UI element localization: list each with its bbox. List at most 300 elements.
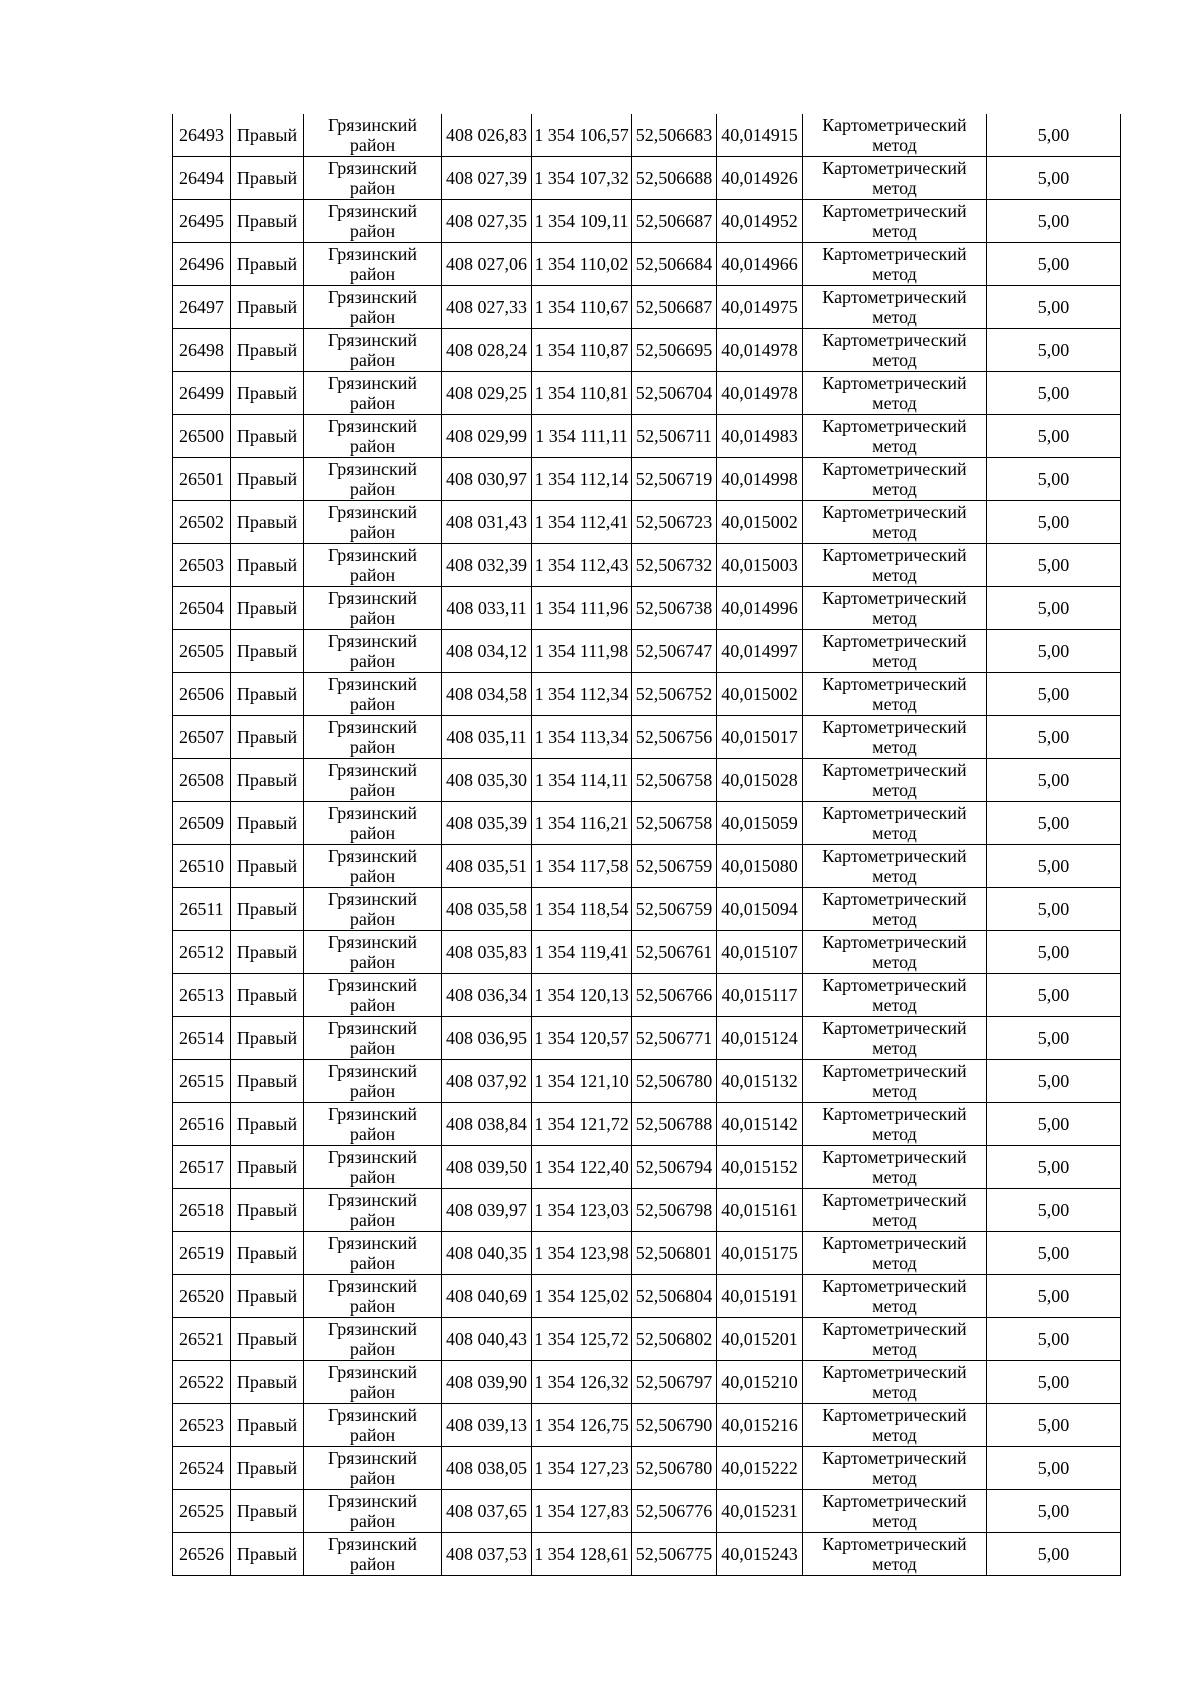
accuracy-cell: 5,00 — [987, 1361, 1121, 1404]
latitude-cell: 52,506756 — [632, 716, 717, 759]
district-cell: Грязинский район — [304, 329, 442, 372]
coord-x-cell: 408 039,13 — [442, 1404, 532, 1447]
coord-y-cell: 1 354 119,41 — [532, 931, 632, 974]
longitude-cell: 40,014975 — [717, 286, 803, 329]
district-cell: Грязинский район — [304, 544, 442, 587]
coord-y-cell: 1 354 113,34 — [532, 716, 632, 759]
latitude-cell: 52,506790 — [632, 1404, 717, 1447]
table-row — [173, 286, 1121, 329]
accuracy-cell: 5,00 — [987, 286, 1121, 329]
point-number-cell: 26508 — [173, 759, 231, 802]
latitude-cell: 52,506738 — [632, 587, 717, 630]
coord-x-cell: 408 032,39 — [442, 544, 532, 587]
latitude-cell: 52,506798 — [632, 1189, 717, 1232]
method-cell: Картометрический метод — [803, 1533, 987, 1576]
coord-y-cell: 1 354 111,11 — [532, 415, 632, 458]
method-cell: Картометрический метод — [803, 630, 987, 673]
coord-y-cell: 1 354 106,57 — [532, 114, 632, 157]
table-body — [173, 114, 1121, 1576]
method-cell: Картометрический метод — [803, 544, 987, 587]
bank-side-cell: Правый — [231, 544, 304, 587]
method-cell: Картометрический метод — [803, 114, 987, 157]
accuracy-cell: 5,00 — [987, 157, 1121, 200]
latitude-cell: 52,506771 — [632, 1017, 717, 1060]
coord-x-cell: 408 040,43 — [442, 1318, 532, 1361]
longitude-cell: 40,014915 — [717, 114, 803, 157]
coord-y-cell: 1 354 107,32 — [532, 157, 632, 200]
point-number-cell: 26523 — [173, 1404, 231, 1447]
accuracy-cell: 5,00 — [987, 1060, 1121, 1103]
bank-side-cell: Правый — [231, 716, 304, 759]
longitude-cell: 40,014952 — [717, 200, 803, 243]
point-number-cell: 26525 — [173, 1490, 231, 1533]
longitude-cell: 40,014997 — [717, 630, 803, 673]
table-row — [173, 1017, 1121, 1060]
point-number-cell: 26502 — [173, 501, 231, 544]
accuracy-cell: 5,00 — [987, 716, 1121, 759]
district-cell: Грязинский район — [304, 974, 442, 1017]
accuracy-cell: 5,00 — [987, 1232, 1121, 1275]
coord-x-cell: 408 039,90 — [442, 1361, 532, 1404]
accuracy-cell: 5,00 — [987, 1189, 1121, 1232]
bank-side-cell: Правый — [231, 673, 304, 716]
method-cell: Картометрический метод — [803, 1146, 987, 1189]
point-number-cell: 26505 — [173, 630, 231, 673]
coord-x-cell: 408 035,39 — [442, 802, 532, 845]
method-cell: Картометрический метод — [803, 888, 987, 931]
accuracy-cell: 5,00 — [987, 458, 1121, 501]
coord-x-cell: 408 034,58 — [442, 673, 532, 716]
table-row — [173, 114, 1121, 157]
latitude-cell: 52,506776 — [632, 1490, 717, 1533]
coord-y-cell: 1 354 128,61 — [532, 1533, 632, 1576]
method-cell: Картометрический метод — [803, 1232, 987, 1275]
table-row — [173, 200, 1121, 243]
longitude-cell: 40,015002 — [717, 501, 803, 544]
longitude-cell: 40,015017 — [717, 716, 803, 759]
latitude-cell: 52,506804 — [632, 1275, 717, 1318]
latitude-cell: 52,506711 — [632, 415, 717, 458]
district-cell: Грязинский район — [304, 845, 442, 888]
longitude-cell: 40,015161 — [717, 1189, 803, 1232]
latitude-cell: 52,506801 — [632, 1232, 717, 1275]
bank-side-cell: Правый — [231, 1146, 304, 1189]
bank-side-cell: Правый — [231, 1275, 304, 1318]
accuracy-cell: 5,00 — [987, 845, 1121, 888]
point-number-cell: 26526 — [173, 1533, 231, 1576]
point-number-cell: 26507 — [173, 716, 231, 759]
longitude-cell: 40,015003 — [717, 544, 803, 587]
coord-y-cell: 1 354 110,02 — [532, 243, 632, 286]
district-cell: Грязинский район — [304, 286, 442, 329]
point-number-cell: 26493 — [173, 114, 231, 157]
latitude-cell: 52,506758 — [632, 759, 717, 802]
bank-side-cell: Правый — [231, 974, 304, 1017]
method-cell: Картометрический метод — [803, 243, 987, 286]
bank-side-cell: Правый — [231, 1017, 304, 1060]
method-cell: Картометрический метод — [803, 415, 987, 458]
accuracy-cell: 5,00 — [987, 1533, 1121, 1576]
district-cell: Грязинский район — [304, 716, 442, 759]
method-cell: Картометрический метод — [803, 931, 987, 974]
longitude-cell: 40,015243 — [717, 1533, 803, 1576]
table-row — [173, 1232, 1121, 1275]
table-row — [173, 630, 1121, 673]
table-row — [173, 1533, 1121, 1576]
longitude-cell: 40,014966 — [717, 243, 803, 286]
method-cell: Картометрический метод — [803, 1361, 987, 1404]
bank-side-cell: Правый — [231, 1404, 304, 1447]
point-number-cell: 26500 — [173, 415, 231, 458]
latitude-cell: 52,506780 — [632, 1447, 717, 1490]
longitude-cell: 40,014998 — [717, 458, 803, 501]
point-number-cell: 26514 — [173, 1017, 231, 1060]
table-row — [173, 1189, 1121, 1232]
accuracy-cell: 5,00 — [987, 587, 1121, 630]
accuracy-cell: 5,00 — [987, 630, 1121, 673]
coord-x-cell: 408 038,84 — [442, 1103, 532, 1146]
point-number-cell: 26498 — [173, 329, 231, 372]
point-number-cell: 26506 — [173, 673, 231, 716]
point-number-cell: 26501 — [173, 458, 231, 501]
bank-side-cell: Правый — [231, 157, 304, 200]
coord-x-cell: 408 031,43 — [442, 501, 532, 544]
accuracy-cell: 5,00 — [987, 1490, 1121, 1533]
longitude-cell: 40,015222 — [717, 1447, 803, 1490]
method-cell: Картометрический метод — [803, 286, 987, 329]
coord-x-cell: 408 040,69 — [442, 1275, 532, 1318]
table-row — [173, 1146, 1121, 1189]
latitude-cell: 52,506758 — [632, 802, 717, 845]
point-number-cell: 26513 — [173, 974, 231, 1017]
latitude-cell: 52,506794 — [632, 1146, 717, 1189]
coord-y-cell: 1 354 112,14 — [532, 458, 632, 501]
longitude-cell: 40,015107 — [717, 931, 803, 974]
point-number-cell: 26494 — [173, 157, 231, 200]
district-cell: Грязинский район — [304, 1275, 442, 1318]
bank-side-cell: Правый — [231, 501, 304, 544]
coord-y-cell: 1 354 126,32 — [532, 1361, 632, 1404]
coord-x-cell: 408 039,97 — [442, 1189, 532, 1232]
coord-y-cell: 1 354 121,72 — [532, 1103, 632, 1146]
coord-x-cell: 408 026,83 — [442, 114, 532, 157]
bank-side-cell: Правый — [231, 630, 304, 673]
longitude-cell: 40,015002 — [717, 673, 803, 716]
latitude-cell: 52,506723 — [632, 501, 717, 544]
coord-x-cell: 408 027,35 — [442, 200, 532, 243]
district-cell: Грязинский район — [304, 1189, 442, 1232]
point-number-cell: 26517 — [173, 1146, 231, 1189]
accuracy-cell: 5,00 — [987, 501, 1121, 544]
table-row — [173, 544, 1121, 587]
latitude-cell: 52,506695 — [632, 329, 717, 372]
district-cell: Грязинский район — [304, 1017, 442, 1060]
longitude-cell: 40,015201 — [717, 1318, 803, 1361]
district-cell: Грязинский район — [304, 415, 442, 458]
table-row — [173, 1103, 1121, 1146]
accuracy-cell: 5,00 — [987, 114, 1121, 157]
latitude-cell: 52,506719 — [632, 458, 717, 501]
longitude-cell: 40,015175 — [717, 1232, 803, 1275]
table-row — [173, 329, 1121, 372]
coord-x-cell: 408 035,51 — [442, 845, 532, 888]
table-row — [173, 415, 1121, 458]
coord-x-cell: 408 027,39 — [442, 157, 532, 200]
longitude-cell: 40,014978 — [717, 372, 803, 415]
method-cell: Картометрический метод — [803, 372, 987, 415]
district-cell: Грязинский район — [304, 802, 442, 845]
coord-x-cell: 408 035,11 — [442, 716, 532, 759]
accuracy-cell: 5,00 — [987, 1146, 1121, 1189]
coord-x-cell: 408 036,95 — [442, 1017, 532, 1060]
accuracy-cell: 5,00 — [987, 673, 1121, 716]
table-row — [173, 1275, 1121, 1318]
point-number-cell: 26522 — [173, 1361, 231, 1404]
longitude-cell: 40,015028 — [717, 759, 803, 802]
accuracy-cell: 5,00 — [987, 1103, 1121, 1146]
point-number-cell: 26496 — [173, 243, 231, 286]
coord-y-cell: 1 354 121,10 — [532, 1060, 632, 1103]
district-cell: Грязинский район — [304, 501, 442, 544]
bank-side-cell: Правый — [231, 802, 304, 845]
coord-y-cell: 1 354 114,11 — [532, 759, 632, 802]
method-cell: Картометрический метод — [803, 974, 987, 1017]
longitude-cell: 40,015152 — [717, 1146, 803, 1189]
longitude-cell: 40,015191 — [717, 1275, 803, 1318]
bank-side-cell: Правый — [231, 931, 304, 974]
table-row — [173, 845, 1121, 888]
coord-x-cell: 408 037,65 — [442, 1490, 532, 1533]
point-number-cell: 26518 — [173, 1189, 231, 1232]
point-number-cell: 26524 — [173, 1447, 231, 1490]
longitude-cell: 40,015080 — [717, 845, 803, 888]
coord-y-cell: 1 354 112,43 — [532, 544, 632, 587]
district-cell: Грязинский район — [304, 243, 442, 286]
method-cell: Картометрический метод — [803, 1447, 987, 1490]
longitude-cell: 40,015124 — [717, 1017, 803, 1060]
district-cell: Грязинский район — [304, 372, 442, 415]
method-cell: Картометрический метод — [803, 587, 987, 630]
coord-x-cell: 408 039,50 — [442, 1146, 532, 1189]
coord-y-cell: 1 354 117,58 — [532, 845, 632, 888]
district-cell: Грязинский район — [304, 1533, 442, 1576]
latitude-cell: 52,506759 — [632, 888, 717, 931]
method-cell: Картометрический метод — [803, 501, 987, 544]
district-cell: Грязинский район — [304, 1318, 442, 1361]
bank-side-cell: Правый — [231, 1060, 304, 1103]
table-row — [173, 759, 1121, 802]
point-number-cell: 26495 — [173, 200, 231, 243]
accuracy-cell: 5,00 — [987, 888, 1121, 931]
longitude-cell: 40,015142 — [717, 1103, 803, 1146]
district-cell: Грязинский район — [304, 673, 442, 716]
district-cell: Грязинский район — [304, 1232, 442, 1275]
bank-side-cell: Правый — [231, 587, 304, 630]
coord-x-cell: 408 027,33 — [442, 286, 532, 329]
latitude-cell: 52,506732 — [632, 544, 717, 587]
coord-y-cell: 1 354 110,67 — [532, 286, 632, 329]
bank-side-cell: Правый — [231, 1189, 304, 1232]
district-cell: Грязинский район — [304, 1404, 442, 1447]
latitude-cell: 52,506797 — [632, 1361, 717, 1404]
coord-y-cell: 1 354 112,41 — [532, 501, 632, 544]
accuracy-cell: 5,00 — [987, 1318, 1121, 1361]
point-number-cell: 26504 — [173, 587, 231, 630]
latitude-cell: 52,506687 — [632, 200, 717, 243]
bank-side-cell: Правый — [231, 329, 304, 372]
method-cell: Картометрический метод — [803, 329, 987, 372]
bank-side-cell: Правый — [231, 759, 304, 802]
coord-y-cell: 1 354 126,75 — [532, 1404, 632, 1447]
coord-x-cell: 408 037,92 — [442, 1060, 532, 1103]
method-cell: Картометрический метод — [803, 1103, 987, 1146]
table-row — [173, 587, 1121, 630]
coord-y-cell: 1 354 127,23 — [532, 1447, 632, 1490]
accuracy-cell: 5,00 — [987, 759, 1121, 802]
bank-side-cell: Правый — [231, 845, 304, 888]
longitude-cell: 40,015094 — [717, 888, 803, 931]
bank-side-cell: Правый — [231, 1533, 304, 1576]
bank-side-cell: Правый — [231, 1447, 304, 1490]
district-cell: Грязинский район — [304, 1060, 442, 1103]
table-row — [173, 1490, 1121, 1533]
bank-side-cell: Правый — [231, 1490, 304, 1533]
district-cell: Грязинский район — [304, 1447, 442, 1490]
latitude-cell: 52,506752 — [632, 673, 717, 716]
bank-side-cell: Правый — [231, 1361, 304, 1404]
bank-side-cell: Правый — [231, 200, 304, 243]
accuracy-cell: 5,00 — [987, 1447, 1121, 1490]
district-cell: Грязинский район — [304, 888, 442, 931]
accuracy-cell: 5,00 — [987, 1275, 1121, 1318]
district-cell: Грязинский район — [304, 931, 442, 974]
coord-y-cell: 1 354 120,13 — [532, 974, 632, 1017]
latitude-cell: 52,506780 — [632, 1060, 717, 1103]
table-row — [173, 931, 1121, 974]
coord-y-cell: 1 354 111,96 — [532, 587, 632, 630]
point-number-cell: 26515 — [173, 1060, 231, 1103]
bank-side-cell: Правый — [231, 458, 304, 501]
method-cell: Картометрический метод — [803, 157, 987, 200]
method-cell: Картометрический метод — [803, 759, 987, 802]
coordinates-table — [172, 114, 1121, 1576]
table-row — [173, 243, 1121, 286]
point-number-cell: 26503 — [173, 544, 231, 587]
coord-y-cell: 1 354 123,98 — [532, 1232, 632, 1275]
accuracy-cell: 5,00 — [987, 329, 1121, 372]
bank-side-cell: Правый — [231, 415, 304, 458]
point-number-cell: 26511 — [173, 888, 231, 931]
coord-y-cell: 1 354 110,81 — [532, 372, 632, 415]
latitude-cell: 52,506759 — [632, 845, 717, 888]
bank-side-cell: Правый — [231, 243, 304, 286]
coord-x-cell: 408 035,83 — [442, 931, 532, 974]
coord-y-cell: 1 354 125,02 — [532, 1275, 632, 1318]
district-cell: Грязинский район — [304, 1146, 442, 1189]
longitude-cell: 40,015132 — [717, 1060, 803, 1103]
coord-y-cell: 1 354 118,54 — [532, 888, 632, 931]
coord-y-cell: 1 354 125,72 — [532, 1318, 632, 1361]
method-cell: Картометрический метод — [803, 1404, 987, 1447]
accuracy-cell: 5,00 — [987, 931, 1121, 974]
coord-y-cell: 1 354 116,21 — [532, 802, 632, 845]
coord-y-cell: 1 354 122,40 — [532, 1146, 632, 1189]
longitude-cell: 40,015216 — [717, 1404, 803, 1447]
bank-side-cell: Правый — [231, 372, 304, 415]
latitude-cell: 52,506788 — [632, 1103, 717, 1146]
method-cell: Картометрический метод — [803, 1490, 987, 1533]
table-row — [173, 888, 1121, 931]
accuracy-cell: 5,00 — [987, 200, 1121, 243]
table-row — [173, 1060, 1121, 1103]
longitude-cell: 40,014926 — [717, 157, 803, 200]
point-number-cell: 26521 — [173, 1318, 231, 1361]
table-row — [173, 673, 1121, 716]
accuracy-cell: 5,00 — [987, 802, 1121, 845]
table-row — [173, 1361, 1121, 1404]
bank-side-cell: Правый — [231, 1232, 304, 1275]
coord-x-cell: 408 035,30 — [442, 759, 532, 802]
accuracy-cell: 5,00 — [987, 544, 1121, 587]
point-number-cell: 26499 — [173, 372, 231, 415]
longitude-cell: 40,015231 — [717, 1490, 803, 1533]
method-cell: Картометрический метод — [803, 1017, 987, 1060]
district-cell: Грязинский район — [304, 157, 442, 200]
coord-y-cell: 1 354 120,57 — [532, 1017, 632, 1060]
latitude-cell: 52,506802 — [632, 1318, 717, 1361]
table-row — [173, 372, 1121, 415]
point-number-cell: 26519 — [173, 1232, 231, 1275]
method-cell: Картометрический метод — [803, 716, 987, 759]
table-row — [173, 157, 1121, 200]
district-cell: Грязинский район — [304, 114, 442, 157]
longitude-cell: 40,015059 — [717, 802, 803, 845]
district-cell: Грязинский район — [304, 759, 442, 802]
coord-x-cell: 408 029,25 — [442, 372, 532, 415]
coord-x-cell: 408 027,06 — [442, 243, 532, 286]
table-row — [173, 1318, 1121, 1361]
coord-x-cell: 408 033,11 — [442, 587, 532, 630]
method-cell: Картометрический метод — [803, 673, 987, 716]
district-cell: Грязинский район — [304, 630, 442, 673]
coord-x-cell: 408 038,05 — [442, 1447, 532, 1490]
method-cell: Картометрический метод — [803, 1189, 987, 1232]
coord-y-cell: 1 354 123,03 — [532, 1189, 632, 1232]
accuracy-cell: 5,00 — [987, 243, 1121, 286]
coord-y-cell: 1 354 112,34 — [532, 673, 632, 716]
method-cell: Картометрический метод — [803, 1060, 987, 1103]
bank-side-cell: Правый — [231, 114, 304, 157]
method-cell: Картометрический метод — [803, 1318, 987, 1361]
accuracy-cell: 5,00 — [987, 372, 1121, 415]
bank-side-cell: Правый — [231, 286, 304, 329]
point-number-cell: 26510 — [173, 845, 231, 888]
coord-y-cell: 1 354 127,83 — [532, 1490, 632, 1533]
latitude-cell: 52,506766 — [632, 974, 717, 1017]
bank-side-cell: Правый — [231, 888, 304, 931]
method-cell: Картометрический метод — [803, 845, 987, 888]
bank-side-cell: Правый — [231, 1103, 304, 1146]
coord-x-cell: 408 035,58 — [442, 888, 532, 931]
coord-x-cell: 408 028,24 — [442, 329, 532, 372]
coord-y-cell: 1 354 109,11 — [532, 200, 632, 243]
longitude-cell: 40,014983 — [717, 415, 803, 458]
latitude-cell: 52,506747 — [632, 630, 717, 673]
coord-x-cell: 408 040,35 — [442, 1232, 532, 1275]
point-number-cell: 26520 — [173, 1275, 231, 1318]
district-cell: Грязинский район — [304, 1361, 442, 1404]
district-cell: Грязинский район — [304, 458, 442, 501]
